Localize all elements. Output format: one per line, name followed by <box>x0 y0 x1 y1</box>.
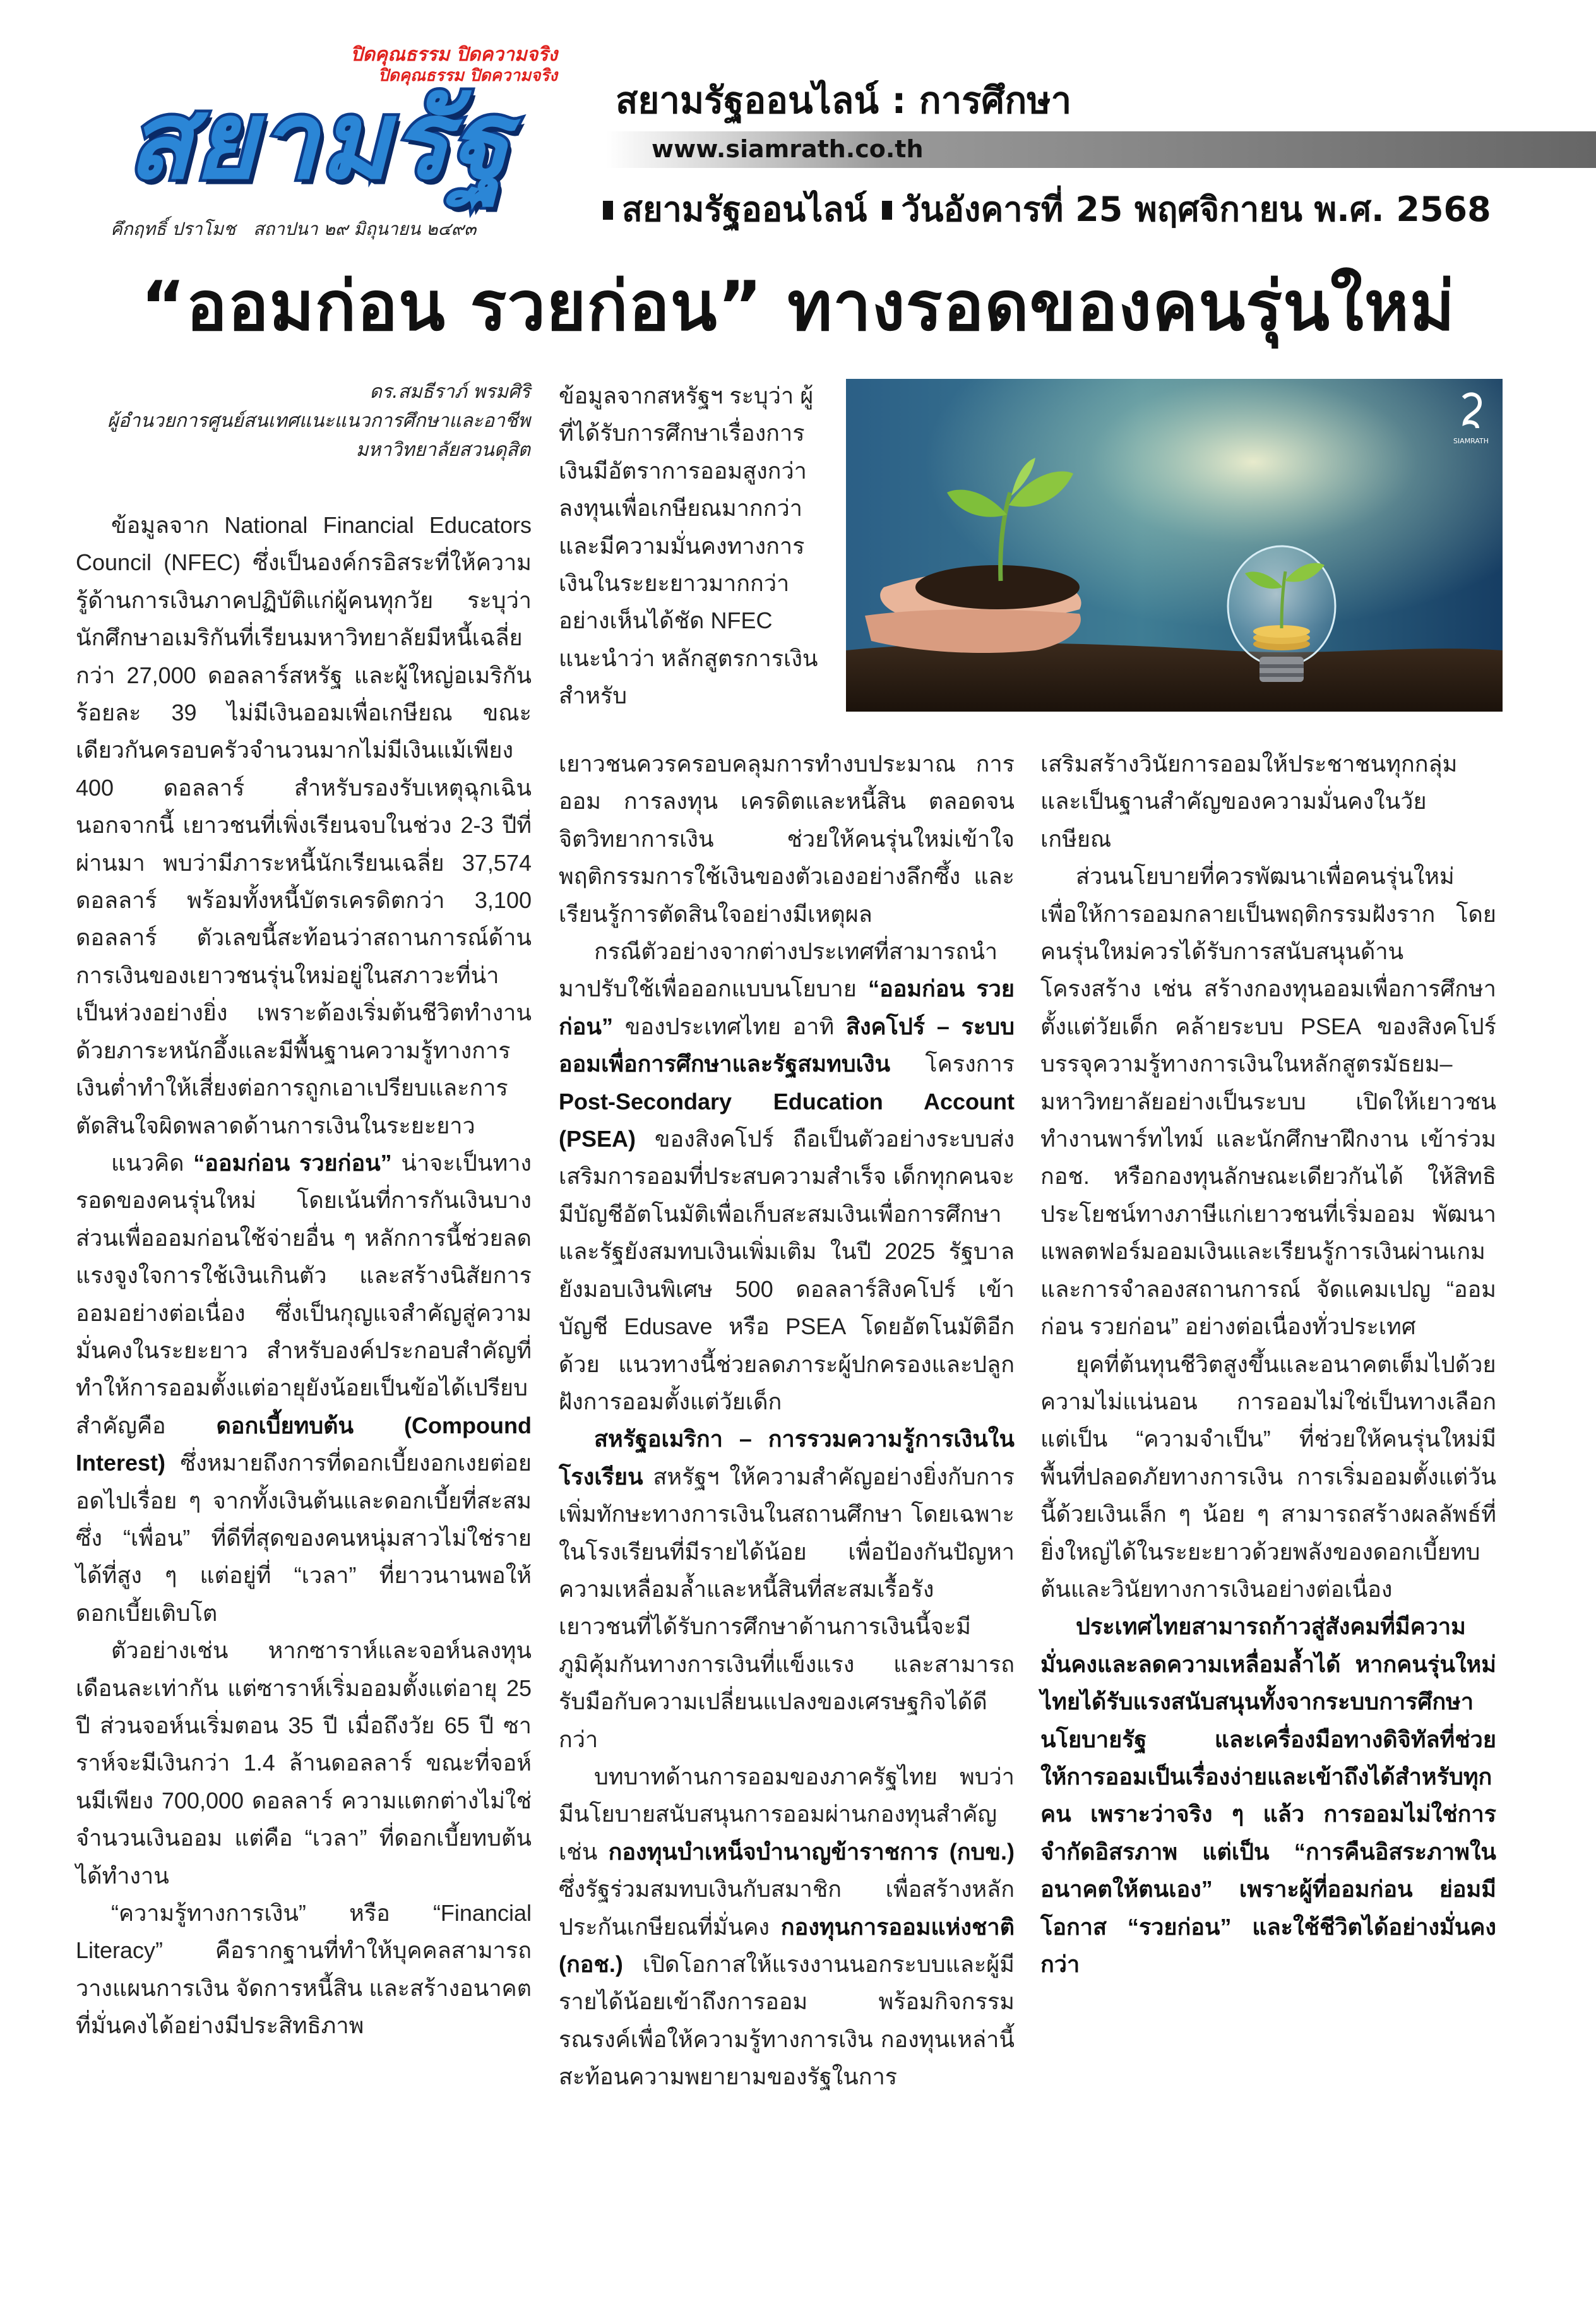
article-headline: “ออมก่อน รวยก่อน” ทางรอดของคนรุ่นใหม่ <box>140 267 1456 346</box>
logo-tagline: ปิดคุณธรรม ปิดความจริง <box>378 66 557 85</box>
byline-role: ผู้อำนวยการศูนย์สนเทศแนะแนวการศึกษาและอาชีพ <box>107 410 530 432</box>
article-column-2-top <box>559 377 824 743</box>
paragraph: “ความรู้ทางการเงิน” หรือ “Financial Literacy” คือรากฐานที่ทำให้บุคคลสามารถวางแผนการเงิน จัดการหนี้สิน และสร้างอนาคตที่มั่นคงได้อย่างมีประสิทธิภาพ <box>76 1900 532 2039</box>
paragraph: ยุคที่ต้นทุนชีวิตสูงขึ้นและอนาคตเต็มไปด้วยความไม่แน่นอน การออมไม่ใช่เป็นทางเลือก แต่เป็น “ความจำเป็น” ที่ช่วยให้คนรุ่นใหม่มีพื้นที่ปลอดภัยทางการเงิน การเริ่มออมตั้งแต่วันนี้ด้วยเงินเล็ก ๆ น้อย ๆ สามารถสร้างผลลัพธ์ที่ยิ่งใหญ่ได้ในระยะยาวด้วยพลังของดอกเบี้ยทบต้นและวินัยทางการเงินอย่างต่อเนื่อง <box>1040 1351 1496 1602</box>
byline <box>63 378 530 465</box>
emphasis: สหรัฐอเมริกา – การรวมความรู้การเงินในโรงเรียน <box>559 1426 1015 1490</box>
byline-org: มหาวิทยาลัยสวนดุสิต <box>355 439 530 461</box>
photo-ground <box>846 643 1503 712</box>
paragraph: ข้อมูลจาก National Financial Educators Council (NFEC) ซึ่งเป็นองค์กรอิสระที่ให้ความรู้ด้านการเงินภาคปฏิบัติแก่ผู้คนทุกวัย ระบุว่า นักศึกษาอเมริกันที่เรียนมหาวิทยาลัยมีหนี้เฉลี่ยกว่า 27,000 ดอลลาร์สหรัฐ และผู้ใหญ่อเมริกันร้อยละ 39 ไม่มีเงินออมเพื่อเกษียณ ขณะเดียวกันครอบครัวจำนวนมากไม่มีเงินแม้เพียง 400 ดอลลาร์ สำหรับรองรับเหตุฉุกเฉิน นอกจากนี้ เยาวชนที่เพิ่งเรียนจบในช่วง 2-3 ปีที่ผ่านมา พบว่ามีภาระหนี้นักเรียนเฉลี่ย 37,574 ดอลลาร์ พร้อมทั้งหนี้บัตรเครดิตกว่า 3,100 ดอลลาร์ ตัวเลขนี้สะท้อนว่าสถานการณ์ด้านการเงินของเยาวชนรุ่นใหม่อยู่ในสภาวะที่น่าเป็นห่วงอย่างยิ่ง เพราะต้องเริ่มต้นชีวิตทำงานด้วยภาระหนักอึ้งและมีพื้นฐานความรู้ทางการเงินต่ำทำให้เสี่ยงต่อการถูกเอาเปรียบและการตัดสินใจผิดพลาดด้านการเงินในระยะยาว <box>76 512 532 1138</box>
paragraph: ส่วนนโยบายที่ควรพัฒนาเพื่อคนรุ่นใหม่ เพื่อให้การออมกลายเป็นพฤติกรรมฝังราก โดยคนรุ่นใหม่ควรได้รับการสนับสนุนด้านโครงสร้าง เช่น สร้างกองทุนออมเพื่อการศึกษาตั้งแต่วัยเด็ก คล้ายระบบ PSEA ของสิงคโปร์ บรรจุความรู้ทางการเงินในหลักสูตรมัธยม–มหาวิทยาลัยอย่างเป็นระบบ เปิดให้เยาวชนทำงานพาร์ทไทม์ และนักศึกษาฝึกงาน เข้าร่วม กอช. หรือกองทุนลักษณะเดียวกันได้ ให้สิทธิประโยชน์ทางภาษีแก่เยาวชนที่เริ่มออม พัฒนาแพลตฟอร์มออมเงินและเรียนรู้การเงินผ่านเกมและการจำลองสถานการณ์ จัดแคมเปญ “ออมก่อน รวยก่อน” อย่างต่อเนื่องทั่วประเทศ <box>1040 863 1496 1340</box>
emphasis: Post-Secondary Education Account (PSEA) <box>559 1088 1015 1152</box>
site-url-link[interactable]: www.siamrath.co.th <box>652 135 924 163</box>
logo-founded-line <box>110 215 476 243</box>
bullet-square-icon <box>882 201 892 220</box>
byline-name: ดร.สมธีราภ์ พรมศิริ <box>369 381 530 403</box>
paragraph <box>1040 1608 1496 1983</box>
dateline-date: วันอังคารที่ 25 พฤศจิกายน พ.ศ. 2568 <box>901 189 1491 229</box>
emphasis-conclusion: ประเทศไทยสามารถก้าวสู่สังคมที่มีความมั่นคงและลดความเหลื่อมล้ำได้ หากคนรุ่นใหม่ไทยได้รับแรงสนับสนุนทั้งจากระบบการศึกษา นโยบายรัฐ และเครื่องมือทางดิจิทัลที่ช่วยให้การออมเป็นเรื่องง่ายและเข้าถึงได้สำหรับทุกคน เพราะว่าจริง ๆ แล้ว การออมไม่ใช่การจำกัดอิสรภาพ แต่เป็น “การคืนอิสระภาพในอนาคตให้ตนเอง” เพราะผู้ที่ออมก่อน ย่อมมีโอกาส “รวยก่อน” และใช้ชีวิตได้อย่างมั่นคงกว่า <box>1040 1613 1496 1977</box>
article-column-2 <box>559 745 1015 2311</box>
paragraph: บทบาทด้านการออมของภาครัฐไทย พบว่ามีนโยบายสนับสนุนการออมผ่านกองทุนสำคัญ เช่น กองทุนบำเหน็จบำนาญข้าราชการ (กบข.) ซึ่งรัฐร่วมสมทบเงินกับสมาชิก เพื่อสร้างหลักประกันเกษียณที่มั่นคง กองทุนการออมแห่งชาติ (กอช.) เปิดโอกาสให้แรงงานนอกระบบและผู้มีรายได้น้อยเข้าถึงการออม พร้อมกิจกรรมรณรงค์เพื่อให้ความรู้ทางการเงิน กองทุนเหล่านี้สะท้อนความพยายามของรัฐในการ <box>559 1763 1015 2090</box>
paragraph: แนวคิด “ออมก่อน รวยก่อน” น่าจะเป็นทางรอดของคนรุ่นใหม่ โดยเน้นที่การกันเงินบางส่วนเพื่อออมก่อนใช้จ่ายอื่น ๆ หลักการนี้ช่วยลดแรงจูงใจการใช้เงินเกินตัว และสร้างนิสัยการออมอย่างต่อเนื่อง ซึ่งเป็นกุญแจสำคัญสู่ความมั่นคงในระยะยาว สำหรับองค์ประกอบสำคัญที่ทำให้การออมตั้งแต่อายุยังน้อยเป็นข้อได้เปรียบสำคัญคือ ดอกเบี้ยทบต้น (Compound Interest) ซึ่งหมายถึงการที่ดอกเบี้ยงอกเงยต่อยอดไปเรื่อย ๆ จากทั้งเงินต้นและดอกเบี้ยที่สะสม ซึ่ง “เพื่อน” ที่ดีที่สุดของคนหนุ่มสาวไม่ใช่รายได้ที่สูง ๆ แต่อยู่ที่ “เวลา” ที่ยาวนานพอให้ดอกเบี้ยเติบโต <box>76 1149 532 1626</box>
logo-wordmark: สยามรัฐ <box>127 78 511 203</box>
emphasis: กองทุนการออมแห่งชาติ (กอช.) <box>559 1913 1015 1977</box>
article-column-1 <box>76 506 532 2312</box>
paragraph: เสริมสร้างวินัยการออมให้ประชาชนทุกกลุ่ม และเป็นฐานสำคัญของความมั่นคงในวัยเกษียณ <box>1040 751 1458 852</box>
photo-soil-mound <box>915 565 1080 609</box>
logo-founded-date: สถาปนา ๒๙ มิถุนายน ๒๔๙๓ <box>253 218 477 239</box>
dateline-source: สยามรัฐออนไลน์ <box>622 189 867 229</box>
section-title: สยามรัฐออนไลน์ : การศึกษา <box>616 79 1072 122</box>
emphasis: กองทุนบำเหน็จบำนาญข้าราชการ (กบข.) <box>608 1838 1015 1865</box>
url-bar <box>606 131 1596 168</box>
emphasis: ดอกเบี้ยทบต้น (Compound Interest) <box>76 1412 532 1476</box>
paragraph: เยาวชนควรครอบคลุมการทำงบประมาณ การออม การลงทุน เครดิตและหนี้สิน ตลอดจนจิตวิทยาการเงิน ช่วยให้คนรุ่นใหม่เข้าใจพฤติกรรมการใช้เงินของตัวเองอย่างลึกซึ้ง และเรียนรู้การตัดสินใจอย่างมีเหตุผล <box>559 751 1015 927</box>
masthead <box>0 0 1596 253</box>
logo-tagline: ปิดคุณธรรม ปิดความจริง <box>350 44 557 66</box>
article-column-3 <box>1040 745 1496 1977</box>
paragraph: กรณีตัวอย่างจากต่างประเทศที่สามารถนำมาปรับใช้เพื่อออกแบบนโยบาย “ออมก่อน รวยก่อน” ของประเทศไทย อาทิ สิงคโปร์ – ระบบออมเพื่อการศึกษาและรัฐสมทบเงิน โครงการ Post-Secondary Education Account (PSEA) ของสิงคโปร์ ถือเป็นตัวอย่างระบบส่งเสริมการออมที่ประสบความสำเร็จ เด็กทุกคนจะมีบัญชีอัตโนมัติเพื่อเก็บสะสมเงินเพื่อการศึกษา และรัฐยังสมทบเงินเพิ่มเติม ในปี 2025 รัฐบาลยังมอบเงินพิเศษ 500 ดอลลาร์สิงคโปร์ เข้าบัญชี Edusave หรือ PSEA โดยอัตโนมัติอีกด้วย แนวทางนี้ช่วยลดภาระผู้ปกครองและปลูกฝังการออมตั้งแต่วัยเด็ก <box>559 938 1015 1414</box>
paragraph: ตัวอย่างเช่น หากซาราห์และจอห์นลงทุนเดือนละเท่ากัน แต่ซาราห์เริ่มออมตั้งแต่อายุ 25 ปี ส่วนจอห์นเริ่มตอน 35 ปี เมื่อถึงวัย 65 ปี ซาราห์จะมีเงินกว่า 1.4 ล้านดอลลาร์ ขณะที่จอห์นมีเพียง 700,000 ดอลลาร์ ความแตกต่างไม่ใช่จำนวนเงินออม แต่คือ “เวลา” ที่ดอกเบี้ยทบต้นได้ทำงาน <box>76 1637 532 1889</box>
svg-text:SIAMRATH: SIAMRATH <box>1453 437 1489 445</box>
emphasis: “ออมก่อน รวยก่อน” <box>559 976 1015 1039</box>
paragraph: สหรัฐอเมริกา – การรวมความรู้การเงินในโรงเรียน สหรัฐฯ ให้ความสำคัญอย่างยิ่งกับการเพิ่มทักษะทางการเงินในสถานศึกษา โดยเฉพาะในโรงเรียนที่มีรายได้น้อย เพื่อป้องกันปัญหาความเหลื่อมล้ำและหนี้สินที่สะสมเรื้อรัง เยาวชนที่ได้รับการศึกษาด้านการเงินนี้จะมีภูมิคุ้มกันทางการเงินที่แข็งแรง และสามารถรับมือกับความเปลี่ยนแปลงของเศรษฐกิจได้ดีกว่า <box>559 1426 1015 1752</box>
emphasis: “ออมก่อน รวยก่อน” <box>193 1149 392 1176</box>
dateline <box>603 182 1491 236</box>
emphasis: สิงคโปร์ – ระบบออมเพื่อการศึกษาและรัฐสมทบเงิน <box>559 1013 1015 1077</box>
bullet-square-icon <box>603 201 613 220</box>
logo-signature: คึกฤทธิ์ ปราโมช <box>110 218 236 239</box>
article-photo <box>846 379 1503 712</box>
siamrath-logo[interactable] <box>66 35 571 243</box>
paragraph: ข้อมูลจากสหรัฐฯ ระบุว่า ผู้ที่ได้รับการศึกษาเรื่องการเงินมีอัตราการออมสูงกว่า ลงทุนเพื่อเกษียณมากกว่า และมีความมั่นคงทางการเงินในระยะยาวมากกว่าอย่างเห็นได้ชัด NFEC แนะนำว่า หลักสูตรการเงินสำหรับ <box>559 383 818 709</box>
